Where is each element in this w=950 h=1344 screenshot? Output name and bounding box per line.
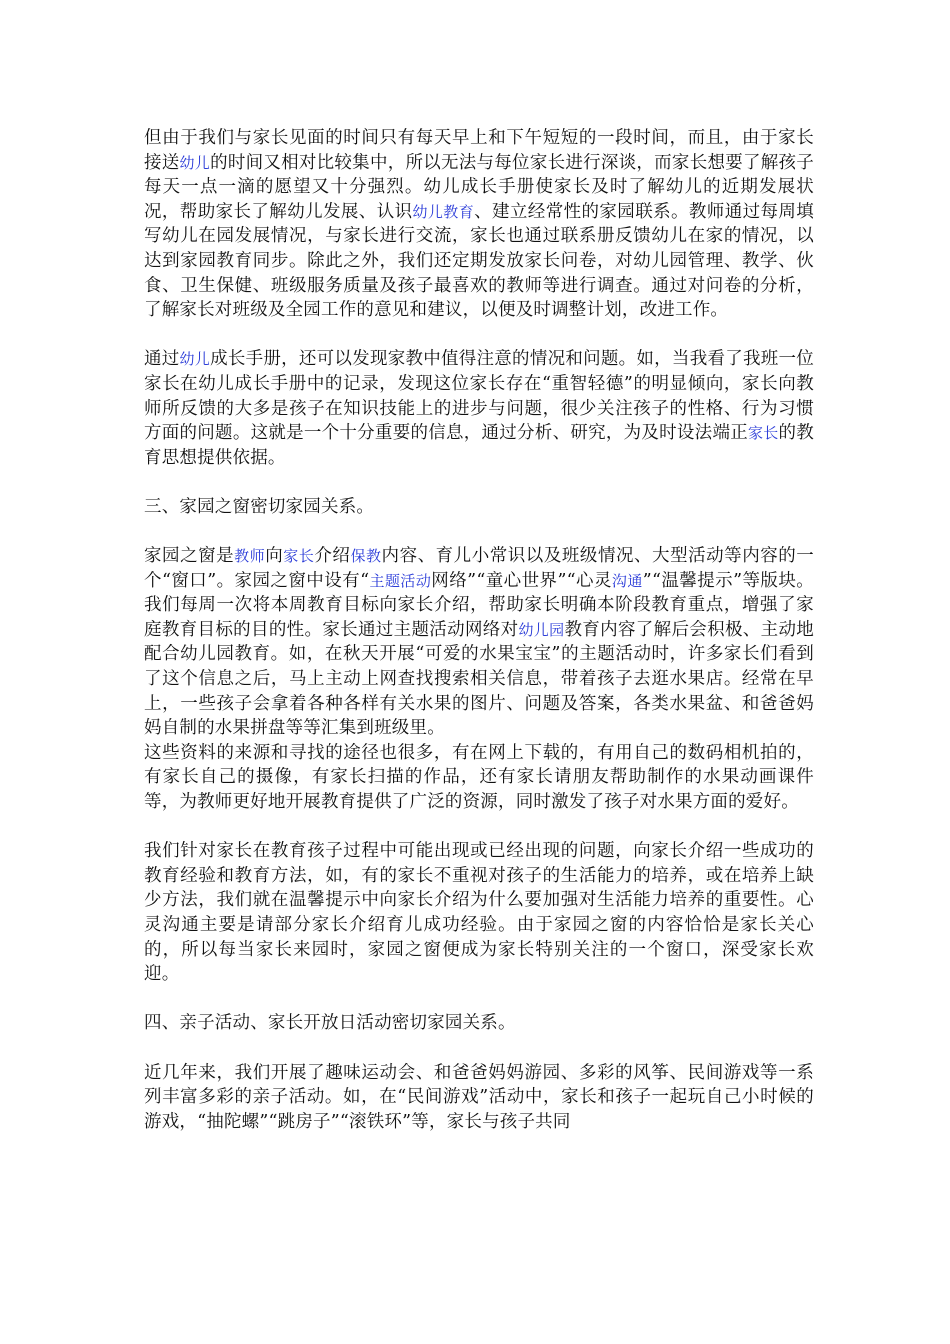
paragraph-text: 家园之窗是 [144,546,235,567]
body-paragraph [144,839,814,987]
keyword-link[interactable]: 幼儿教育 [412,202,475,221]
paragraph-text: 的教育思想提供依据。 [144,423,814,468]
paragraph-text: 网络”“童心世界”“心灵 [431,570,612,591]
paragraph-text: 的时间又相对比较集中，所以无法与每位家长进行深谈，而家长想要了解孩子每天一点一滴的愿望又十分强烈。幼儿成长手册使家长及时了解幼儿的近期发展状况，帮助家长了解幼儿发展、认识 [144,152,814,222]
keyword-link[interactable]: 幼儿园 [518,620,565,639]
paragraph-text: 通过 [144,349,180,370]
keyword-link[interactable]: 沟通 [611,571,643,590]
keyword-link[interactable]: 主题活动 [369,571,432,590]
paragraph-text: 内容、育儿小常识以及班级情况、大型活动等内容的一个“窗口”。家园之窗中设有“ [144,546,815,591]
paragraph-text: 介绍 [314,546,351,567]
paragraph-text: 成长手册，还可以发现家教中值得注意的情况和问题。如，当我看了我班一位家长在幼儿成长手册中的记录，发现这位家长存在“重智轻德”的明显倾向，家长向教师所反馈的大多是孩子在知识技能上的进步与问题，很少关注孩子的性格、行为习惯方面的问题。这就是一个十分重要的信息，通过分析、研究，为及时设法端正 [144,349,814,444]
body-paragraph [144,347,814,470]
keyword-link[interactable]: 教师 [234,547,266,566]
keyword-link[interactable]: 家长 [747,424,779,443]
keyword-link[interactable]: 幼儿 [179,350,211,369]
paragraph-text: 教育内容了解后会积极、主动地配合幼儿园教育。如，在秋天开展“可爱的水果宝宝”的主题活动时，许多家长们看到了这个信息之后，马上主动上网查找搜索相关信息，带着孩子去逛水果店。经常在早上，一些孩子会拿着各种各样有关水果的图片、问题及答案，各类水果盆、和爸爸妈妈自制的水果拼盘等等汇集到班级里。 [144,619,814,739]
body-paragraph [144,544,814,741]
body-paragraph [144,741,814,815]
paragraph-text: ”“温馨提示”等版块。我们每周一次将本周教育目标向家长介绍，帮助家长明确本阶段教育重点，增强了家庭教育目标的目的性。家长通过主题活动网络对 [144,570,815,640]
section-heading: 三、家园之窗密切家园关系。 [144,496,375,517]
keyword-link[interactable]: 幼儿 [179,153,211,172]
keyword-link[interactable]: 保教 [350,547,382,566]
paragraph-text: 近几年来，我们开展了趣味运动会、和爸爸妈妈游园、多彩的风筝、民间游戏等一系列丰富多彩的亲子活动。如，在“民间游戏”活动中，家长和孩子一起玩自己小时候的游戏，“抽陀螺”“跳房子”“滚铁环”等，家长与孩子共同 [144,1062,814,1132]
paragraph-text: 这些资料的来源和寻找的途径也很多，有在网上下载的，有用自己的数码相机拍的，有家长自己的摄像，有家长扫描的作品，还有家长请朋友帮助制作的水果动画课件等，为教师更好地开展教育提供了广泛的资源，同时激发了孩子对水果方面的爱好。 [144,742,814,813]
paragraph-text: 向 [265,546,284,567]
section-heading: 四、亲子活动、家长开放日活动密切家园关系。 [144,1013,516,1034]
keyword-link[interactable]: 家长 [283,547,315,566]
document-page [144,126,814,1134]
body-paragraph [144,126,814,323]
paragraph-text: 但由于我们与家长见面的时间只有每天早上和下午短短的一段时间，而且，由于家长接送 [144,128,814,173]
body-paragraph [144,1061,814,1135]
paragraph-text: 我们针对家长在教育孩子过程中可能出现或已经出现的问题，向家长介绍一些成功的教育经验和教育方法，如，有的家长不重视对孩子的生活能力的培养，或在培养上缺少方法，我们就在温馨提示中向家长介绍为什么要加强对生活能力培养的重要性。心灵沟通主要是请部分家长介绍育儿成功经验。由于家园之窗的内容恰恰是家长关心的，所以每当家长来园时，家园之窗便成为家长特别关注的一个窗口，深受家长欢迎。 [144,841,814,985]
paragraph-text: 、建立经常性的家园联系。教师通过每周填写幼儿在园发展情况，与家长进行交流，家长也通过联系册反馈幼儿在家的情况，以达到家园教育同步。除此之外，我们还定期发放家长问卷，对幼儿园管理、教学、伙食、卫生保健、班级服务质量及孩子最喜欢的教师等进行调查。通过对问卷的分析，了解家长对班级及全园工作的意见和建议，以便及时调整计划，改进工作。 [144,201,814,321]
